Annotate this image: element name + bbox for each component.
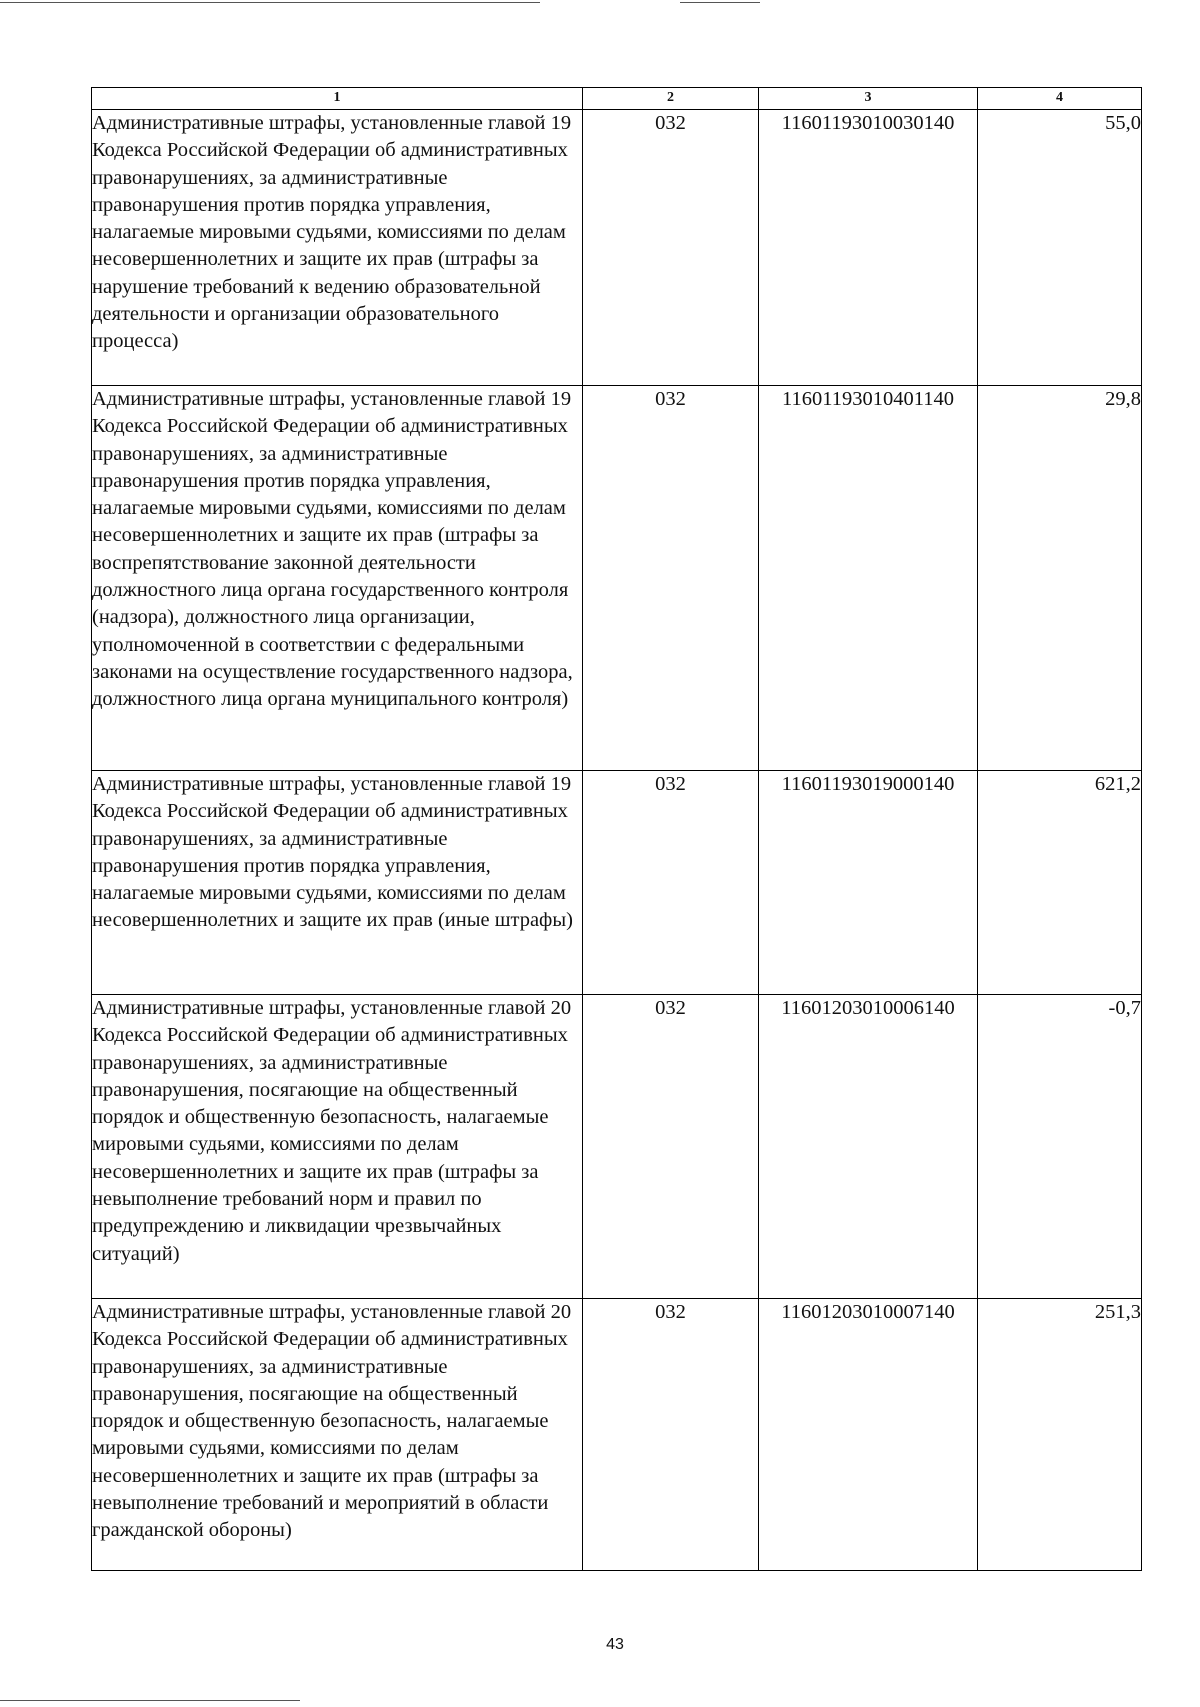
admin-code-cell: 032 (583, 1299, 759, 1571)
scan-edge-line (0, 2, 540, 3)
amount-cell: 251,3 (978, 1299, 1142, 1571)
admin-code-cell: 032 (583, 995, 759, 1299)
row-description: Административные штрафы, установленные главой 19 Кодекса Российской Федерации об административных правонарушениях, за административные правонарушения против порядка управления, налагаемые мировыми судьями, комиссиями по делам несовершеннолетних и защите их прав (штрафы за нарушение требований к ведению образовательной деятельности и организации образовательного процесса) (92, 112, 572, 353)
row-description: Административные штрафы, установленные главой 20 Кодекса Российской Федерации об административных правонарушениях, за административные правонарушения, посягающие на общественный порядок и общественную безопасность, налагаемые мировыми судьями, комиссиями по делам несовершеннолетних и защите их прав (штрафы за невыполнение требований и мероприятий в области гражданской обороны) (92, 1301, 572, 1542)
description-cell (92, 771, 583, 995)
table-row (92, 771, 1142, 995)
kbk-code-cell: 11601193010030140 (759, 110, 978, 386)
admin-code-cell: 032 (583, 771, 759, 995)
scan-edge-line (680, 2, 760, 3)
column-header-4: 4 (978, 88, 1142, 110)
row-description: Административные штрафы, установленные главой 19 Кодекса Российской Федерации об административных правонарушениях, за административные правонарушения против порядка управления, налагаемые мировыми судьями, комиссиями по делам несовершеннолетних и защите их прав (иные штрафы) (92, 773, 573, 932)
header-row (92, 88, 1142, 110)
row-description: Административные штрафы, установленные главой 20 Кодекса Российской Федерации об административных правонарушениях, за административные правонарушения, посягающие на общественный порядок и общественную безопасность, налагаемые мировыми судьями, комиссиями по делам несовершеннолетних и защите их прав (штрафы за невыполнение требований норм и правил по предупреждению и ликвидации чрезвычайных ситуаций) (92, 997, 572, 1265)
table-row (92, 995, 1142, 1299)
admin-code-cell: 032 (583, 110, 759, 386)
table-row (92, 110, 1142, 386)
description-cell (92, 1299, 583, 1571)
column-header-2: 2 (583, 88, 759, 110)
row-description: Административные штрафы, установленные главой 19 Кодекса Российской Федерации об административных правонарушениях, за административные правонарушения против порядка управления, налагаемые мировыми судьями, комиссиями по делам несовершеннолетних и защите их прав (штрафы за воспрепятствование законной деятельности должностного лица органа государственного контроля (надзора), должностного лица организации, уполномоченной в соответствии с федеральными законами на осуществление государственного надзора, должностного лица органа муниципального контроля) (92, 388, 573, 711)
column-header-3: 3 (759, 88, 978, 110)
revenue-table (91, 87, 1142, 1571)
amount-cell: 621,2 (978, 771, 1142, 995)
column-header-1: 1 (92, 88, 583, 110)
description-cell (92, 110, 583, 386)
description-cell (92, 386, 583, 771)
table-row (92, 386, 1142, 771)
scan-edge-line (0, 1700, 300, 1701)
kbk-code-cell: 11601193010401140 (759, 386, 978, 771)
description-cell (92, 995, 583, 1299)
page-number: 43 (606, 1636, 624, 1653)
amount-cell: 29,8 (978, 386, 1142, 771)
amount-cell: -0,7 (978, 995, 1142, 1299)
kbk-code-cell: 11601203010006140 (759, 995, 978, 1299)
kbk-code-cell: 11601203010007140 (759, 1299, 978, 1571)
kbk-code-cell: 11601193019000140 (759, 771, 978, 995)
amount-cell: 55,0 (978, 110, 1142, 386)
admin-code-cell: 032 (583, 386, 759, 771)
table-row (92, 1299, 1142, 1571)
